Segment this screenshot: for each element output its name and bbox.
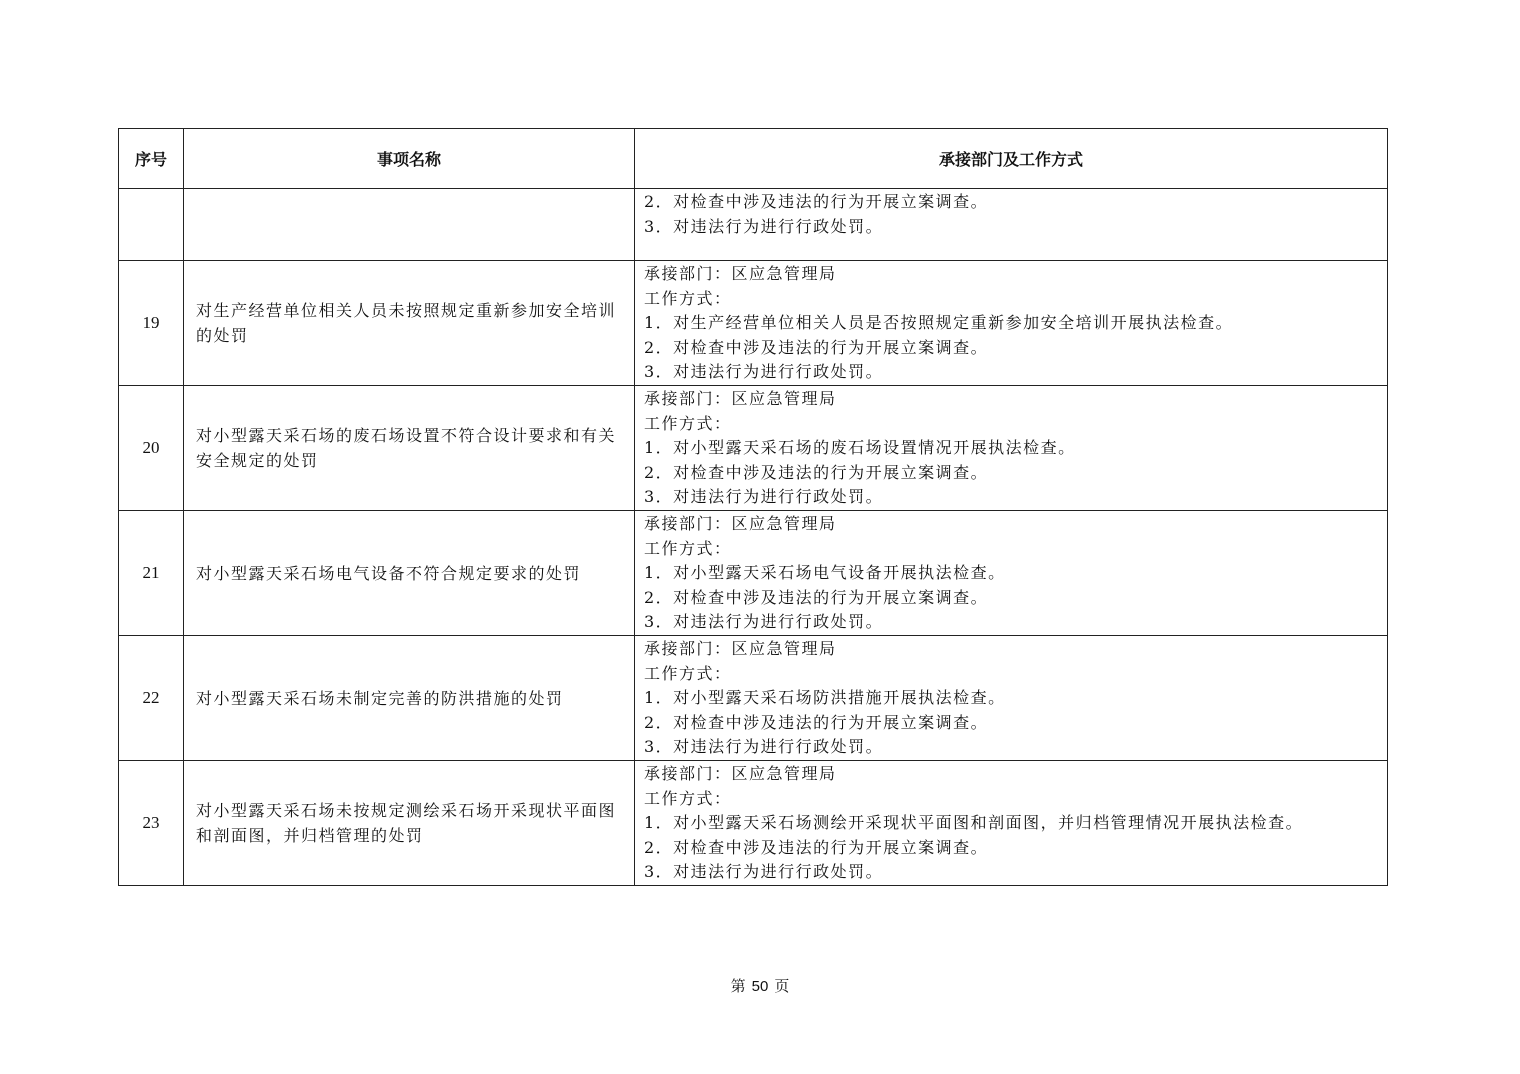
dept-line: 1．对小型露天采石场测绘开采现状平面图和剖面图，并归档管理情况开展执法检查。 <box>644 813 1304 833</box>
row-name: 对小型露天采石场未按规定测绘采石场开采现状平面图和剖面图，并归档管理的处罚 <box>184 761 635 886</box>
dept-line: 1．对小型露天采石场防洪措施开展执法检查。 <box>644 688 1006 708</box>
table-row <box>119 511 1388 636</box>
row-dept <box>635 511 1388 636</box>
dept-line: 3．对违法行为进行行政处罚。 <box>644 612 884 632</box>
dept-line: 承接部门：区应急管理局 <box>644 264 837 283</box>
dept-line: 2．对检查中涉及违法的行为开展立案调查。 <box>644 192 989 211</box>
header-dept: 承接部门及工作方式 <box>635 129 1388 189</box>
row-no: 19 <box>119 261 184 386</box>
table-row <box>119 761 1388 886</box>
dept-line: 承接部门：区应急管理局 <box>644 639 837 658</box>
dept-line: 3．对违法行为进行行政处罚。 <box>644 862 884 882</box>
table-row <box>119 636 1388 761</box>
page-number: 50 <box>751 978 769 995</box>
header-no: 序号 <box>119 129 184 189</box>
row-name: 对小型露天采石场未制定完善的防洪措施的处罚 <box>184 636 635 761</box>
dept-line: 2．对检查中涉及违法的行为开展立案调查。 <box>644 587 989 607</box>
page-number-prefix: 第 <box>730 977 746 995</box>
dept-line: 工作方式： <box>644 788 732 808</box>
dept-line: 2．对检查中涉及违法的行为开展立案调查。 <box>644 462 989 482</box>
matters-table <box>118 128 1388 886</box>
row-name <box>184 189 635 261</box>
row-no <box>119 189 184 261</box>
page-number-suffix: 页 <box>774 977 790 995</box>
row-dept <box>635 761 1388 886</box>
dept-line: 2．对检查中涉及违法的行为开展立案调查。 <box>644 337 989 357</box>
dept-line: 1．对小型露天采石场电气设备开展执法检查。 <box>644 563 1006 583</box>
dept-line: 1．对小型露天采石场的废石场设置情况开展执法检查。 <box>644 438 1076 458</box>
dept-line: 3．对违法行为进行行政处罚。 <box>644 737 884 757</box>
table-row-continuation <box>119 189 1388 261</box>
table-header-row <box>119 129 1388 189</box>
row-dept <box>635 386 1388 511</box>
dept-line: 2．对检查中涉及违法的行为开展立案调查。 <box>644 837 989 857</box>
dept-line: 2．对检查中涉及违法的行为开展立案调查。 <box>644 712 989 732</box>
page-footer <box>0 975 1520 996</box>
dept-line: 承接部门：区应急管理局 <box>644 764 837 783</box>
dept-line: 工作方式： <box>644 288 732 308</box>
row-name: 对小型露天采石场电气设备不符合规定要求的处罚 <box>184 511 635 636</box>
header-name: 事项名称 <box>184 129 635 189</box>
row-dept <box>635 189 1388 261</box>
dept-line: 工作方式： <box>644 663 732 683</box>
dept-line: 3．对违法行为进行行政处罚。 <box>644 216 884 236</box>
dept-line: 工作方式： <box>644 413 732 433</box>
row-name: 对生产经营单位相关人员未按照规定重新参加安全培训的处罚 <box>184 261 635 386</box>
row-name: 对小型露天采石场的废石场设置不符合设计要求和有关安全规定的处罚 <box>184 386 635 511</box>
dept-line: 工作方式： <box>644 538 732 558</box>
dept-line: 承接部门：区应急管理局 <box>644 514 837 533</box>
table-row <box>119 386 1388 511</box>
row-dept <box>635 261 1388 386</box>
row-no: 23 <box>119 761 184 886</box>
row-no: 22 <box>119 636 184 761</box>
row-dept <box>635 636 1388 761</box>
dept-line: 承接部门：区应急管理局 <box>644 389 837 408</box>
dept-line: 3．对违法行为进行行政处罚。 <box>644 362 884 382</box>
dept-line: 3．对违法行为进行行政处罚。 <box>644 487 884 507</box>
row-no: 20 <box>119 386 184 511</box>
dept-line: 1．对生产经营单位相关人员是否按照规定重新参加安全培训开展执法检查。 <box>644 313 1234 333</box>
row-no: 21 <box>119 511 184 636</box>
table-row <box>119 261 1388 386</box>
